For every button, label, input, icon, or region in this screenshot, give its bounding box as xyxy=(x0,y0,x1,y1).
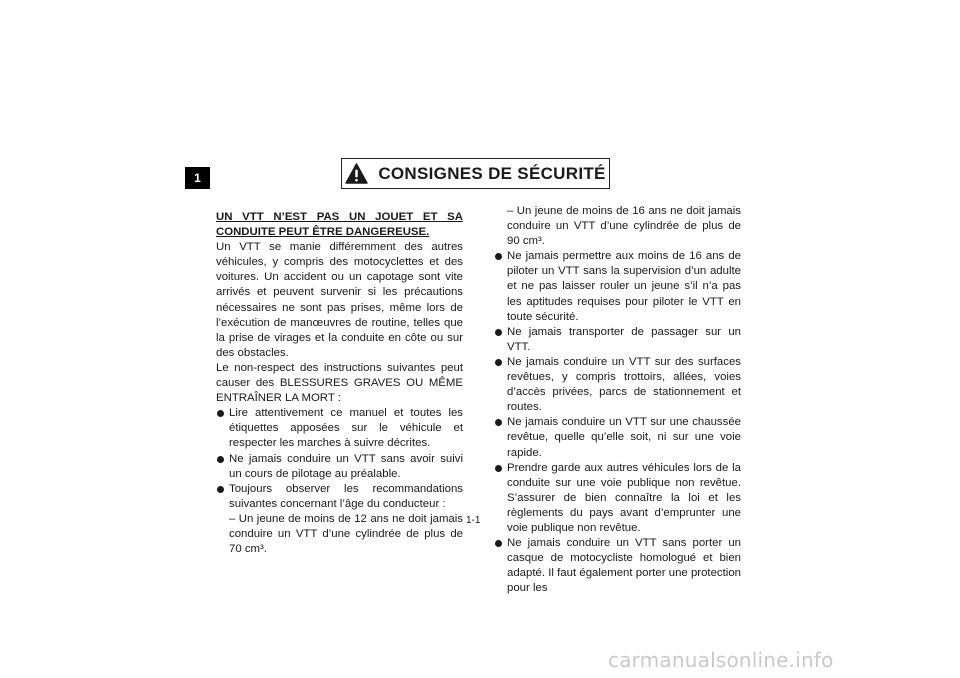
page-number: 1-1 xyxy=(466,515,481,526)
left-column xyxy=(216,210,463,557)
list-item: Lire attentivement ce manuel et toutes les étiquettes apposées sur le véhicule et respecter les marches à suivre décrites. xyxy=(216,406,463,451)
list-item: Toujours observer les recommandations suivantes concernant l’âge du conducteur : xyxy=(216,482,463,512)
list-item: Ne jamais conduire un VTT sur une chaussée revêtue, quelle qu’elle soit, ni sur une voie rapide. xyxy=(494,415,741,460)
right-column xyxy=(494,204,741,596)
age-sub-item: – Un jeune de moins de 12 ans ne doit jamais conduire un VTT d’une cylindrée de plus de 70 cm³. xyxy=(229,512,463,556)
age-sub-item: – Un jeune de moins de 16 ans ne doit jamais conduire un VTT d’une cylindrée de plus de 90 cm³. xyxy=(507,205,741,248)
chapter-tab: 1 xyxy=(185,167,210,189)
warning-heading: UN VTT N’EST PAS UN JOUET ET SA CONDUITE PEUT ÊTRE DANGEREUSE. xyxy=(216,211,463,239)
warning-paragraph: Le non-respect des instructions suivantes peut causer des BLESSURES GRAVES OU MÊME ENTRAÎNER LA MORT : xyxy=(216,361,463,405)
warning-icon xyxy=(345,163,368,184)
watermark: carmanualsonline.info xyxy=(608,648,834,672)
section-title-box xyxy=(341,158,610,189)
list-item: Ne jamais permettre aux moins de 16 ans de piloter un VTT sans la supervision d’un adulte et ne pas laisser rouler un jeune s’il n’a pas les aptitudes requises pour piloter le VTT en toute sécurité. xyxy=(494,249,741,324)
list-item: Ne jamais conduire un VTT sans avoir suivi un cours de pilotage au préalable. xyxy=(216,452,463,482)
intro-paragraph: Un VTT se manie différemment des autres véhicules, y compris des motocyclettes et des voitures. Un accident ou un capotage sont vite arrivés et peuvent survenir si les précautions nécessaires ne sont pas prises, même lors de l’exécution de manœuvres de routine, telles que la prise de virages et la conduite en côte ou sur des obstacles. xyxy=(216,241,463,359)
list-item: Prendre garde aux autres véhicules lors de la conduite sur une voie publique non revêtue. S’assurer de bien connaître la loi et les règlements du pays avant d’emprunter une voie publique non revêtue. xyxy=(494,461,741,536)
list-item: Ne jamais transporter de passager sur un VTT. xyxy=(494,325,741,355)
list-item: Ne jamais conduire un VTT sur des surfaces revêtues, y compris trottoirs, allées, voies d’accès privées, parcs de stationnement et routes. xyxy=(494,355,741,415)
section-title: CONSIGNES DE SÉCURITÉ xyxy=(378,163,606,183)
list-item: Ne jamais conduire un VTT sans porter un casque de motocycliste homologué et bien adapté. Il faut également porter une protection pour les xyxy=(494,536,741,596)
